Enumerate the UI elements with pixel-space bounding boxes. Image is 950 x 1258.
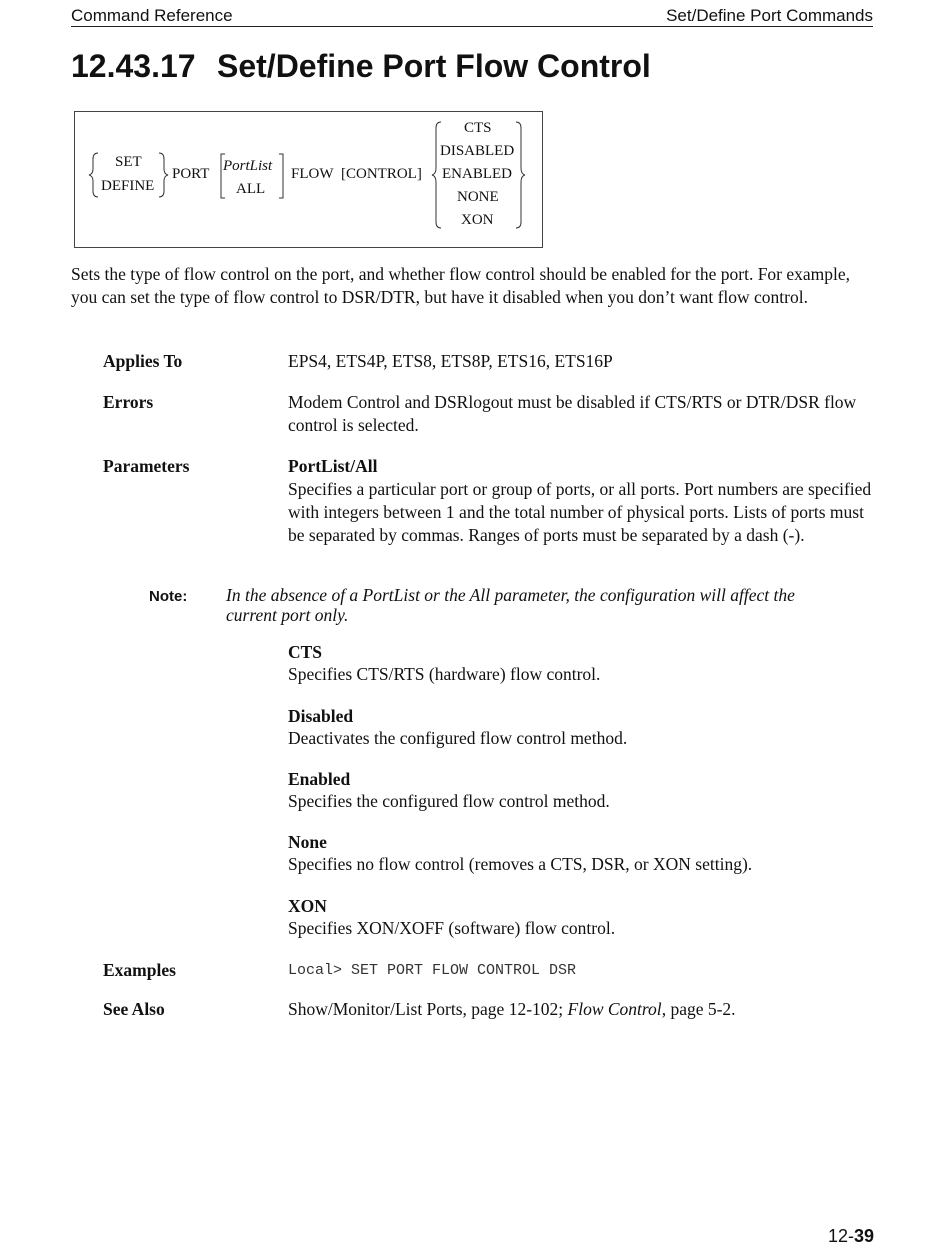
bracket-close — [279, 154, 283, 198]
page-number — [828, 1226, 874, 1247]
intro-paragraph: Sets the type of flow control on the port, and whether flow control should be enabled for the port. For example, you can set the type of flow control to DSR/DTR, but have it disabled when you don’t want flow control. — [71, 264, 851, 307]
syntax-option-enabled: ENABLED — [442, 166, 512, 182]
parameter-enabled-title: Enabled — [288, 769, 351, 789]
parameter-none-desc: Specifies no flow control (removes a CTS, DSR, or XON setting). — [288, 854, 753, 874]
syntax-control: [CONTROL] — [341, 166, 422, 182]
parameter-cts-desc: Specifies CTS/RTS (hardware) flow control. — [288, 664, 601, 684]
see-also-ref-2: Flow Control — [567, 999, 662, 1019]
applies-to-value: EPS4, ETS4P, ETS8, ETS8P, ETS16, ETS16P — [288, 351, 613, 371]
see-also-value — [288, 998, 878, 1021]
parameter-disabled-title: Disabled — [288, 706, 354, 726]
section-title — [71, 48, 651, 85]
note-label: Note: — [149, 588, 188, 605]
parameter-enabled-desc: Specifies the configured flow control method. — [288, 791, 610, 811]
syntax-all: ALL — [236, 181, 266, 197]
parameter-portlist — [288, 455, 878, 547]
parameter-disabled-desc: Deactivates the configured flow control method. — [288, 728, 628, 748]
parameter-cts-title: CTS — [288, 642, 323, 662]
see-also-label: See Also — [103, 999, 165, 1019]
brace-left-close — [159, 153, 168, 197]
parameters-label: Parameters — [103, 456, 190, 476]
examples-label: Examples — [103, 960, 176, 980]
parameter-none-title: None — [288, 832, 327, 852]
brace-right-close — [516, 122, 525, 228]
syntax-set: SET — [115, 154, 142, 170]
header-chapter-title: Set/Define Port Commands — [666, 6, 873, 25]
page-header — [71, 6, 873, 27]
errors-label: Errors — [103, 392, 154, 412]
syntax-option-cts: CTS — [464, 120, 492, 136]
parameter-portlist-title: PortList/All — [288, 456, 378, 476]
page-number-page: 39 — [853, 1226, 874, 1246]
see-also-ref-1: Show/Monitor/List Ports, page 12-102; — [288, 999, 568, 1019]
see-also-ref-3: , page 5-2. — [661, 999, 736, 1019]
syntax-option-none: NONE — [457, 189, 499, 205]
syntax-flow: FLOW — [291, 166, 334, 182]
applies-to-label: Applies To — [103, 351, 183, 371]
syntax-portlist: PortList — [223, 158, 273, 174]
header-section-title: Command Reference — [71, 6, 233, 25]
page-number-chapter: 12- — [827, 1226, 854, 1246]
errors-value: Modem Control and DSRlogout must be disabled if CTS/RTS or DTR/DSR flow control is selected. — [288, 392, 857, 435]
parameter-xon-desc: Specifies XON/XOFF (software) flow control. — [288, 918, 616, 938]
syntax-port: PORT — [172, 166, 210, 182]
parameter-portlist-desc: Specifies a particular port or group of ports, or all ports. Port numbers are specified with integers between 1 and the total number of physical ports. Lists of ports must be separated by commas. Ranges of ports must be separated by a dash (-). — [288, 479, 872, 545]
section-number: 12.43.17 — [71, 48, 196, 84]
brace-right-open — [432, 122, 441, 228]
syntax-diagram — [74, 111, 543, 248]
brace-left-open — [89, 153, 98, 197]
section-heading: Set/Define Port Flow Control — [217, 48, 651, 84]
syntax-option-disabled: DISABLED — [440, 143, 515, 159]
syntax-define: DEFINE — [101, 178, 155, 194]
parameter-xon-title: XON — [288, 896, 327, 916]
example-code: Local> SET PORT FLOW CONTROL DSR — [288, 962, 577, 979]
syntax-option-xon: XON — [461, 212, 494, 228]
note-text: In the absence of a PortList or the All parameter, the configuration will affect the current port only. — [226, 585, 795, 625]
